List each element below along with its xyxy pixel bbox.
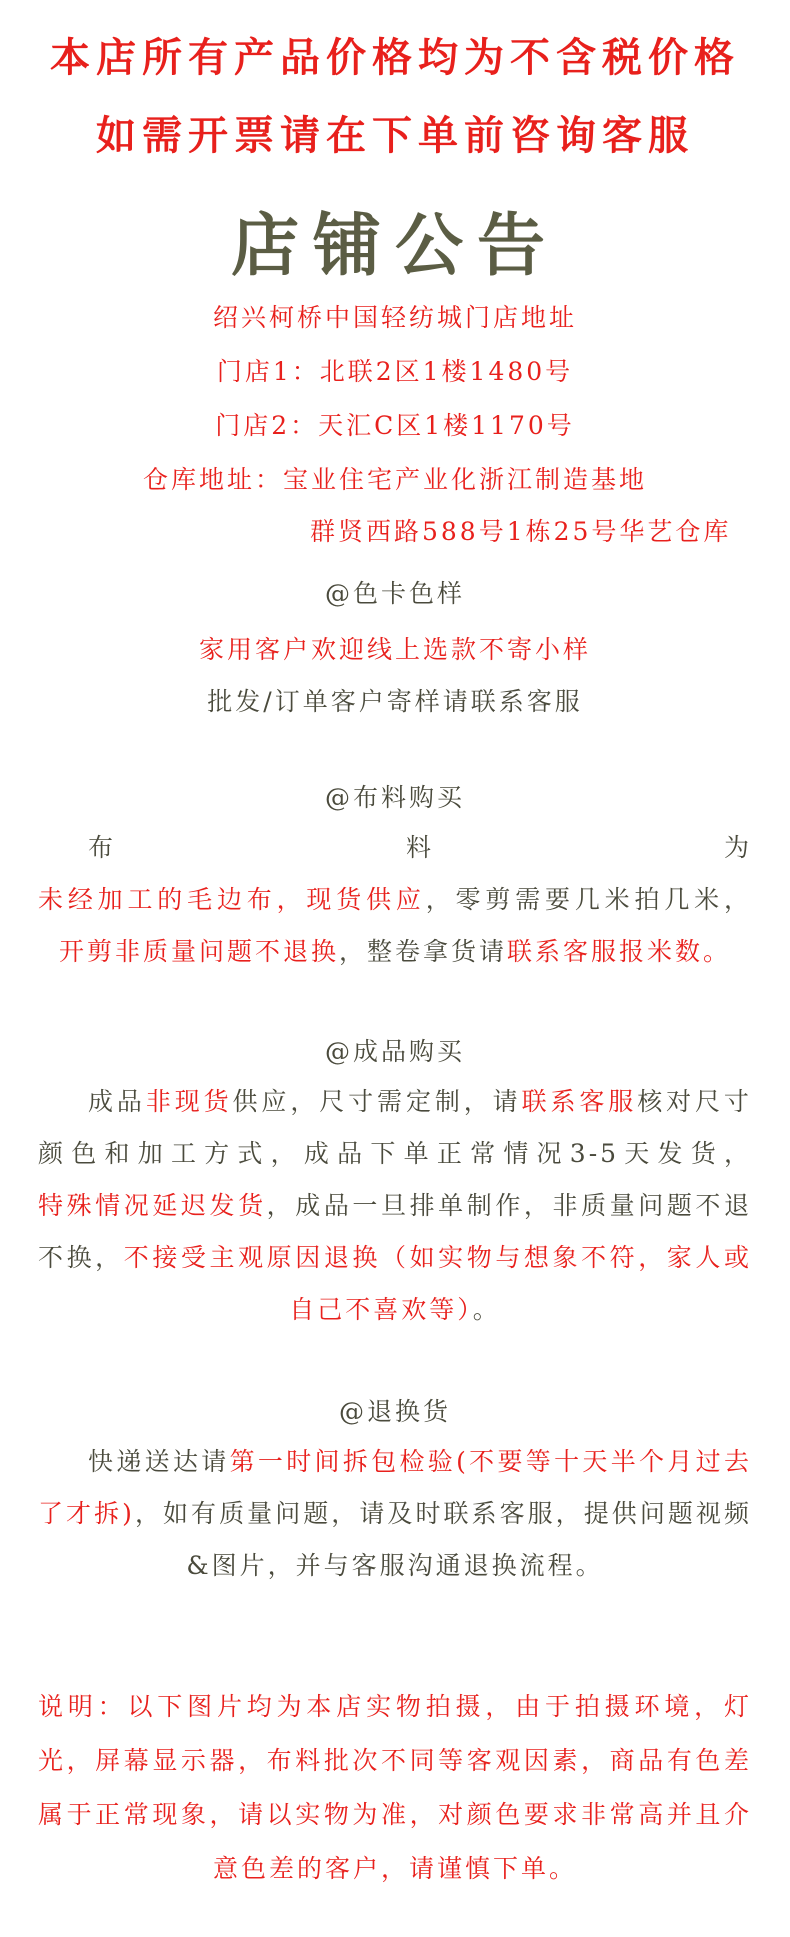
finished-text-6: 特殊情况延迟发货 [38,1191,267,1220]
warehouse-label: 仓库地址： [142,465,283,494]
warehouse-address [0,460,790,496]
fabric-text-5: ，整卷拿货请 [338,937,507,966]
sample-heading: @色卡色样 [324,579,465,608]
finished-text-4: 联系客服 [521,1087,638,1116]
finished-text-2: 非现货 [145,1087,233,1116]
warehouse-line-1: 宝业住宅产业化浙江制造基地 [283,465,648,494]
returns-paragraph [38,1436,752,1592]
finished-heading: @成品购买 [324,1037,465,1066]
store-1-address: 门店1：北联2区1楼1480号 [216,357,574,386]
warehouse-line-2: 群贤西路588号1栋25号华艺仓库 [310,517,732,546]
finished-text-1: 成品 [88,1087,146,1116]
sample-line-1: 家用客户欢迎线上选款不寄小样 [198,635,591,664]
fabric-text-3: ，零剪需要几米拍几米， [425,885,752,914]
returns-text-3: ，如有质量问题，请及时联系客服，提供问题视频&图片，并与客服沟通退换流程。 [134,1499,752,1580]
finished-paragraph [38,1076,752,1336]
returns-heading: @退换货 [338,1397,451,1426]
fabric-paragraph [38,822,752,978]
store-notice-title: 店铺公告 [230,206,559,286]
tax-notice-line-1: 本店所有产品价格均为不含税价格 [50,34,740,81]
finished-text-3: 供应，尺寸需定制，请 [232,1087,522,1116]
store-2-address: 门店2：天汇C区1楼1170号 [215,411,575,440]
finished-text-7: ，成品一旦排单制作，非质量问题不退不换， [38,1191,752,1272]
sample-line-2: 批发/订单客户寄样请联系客服 [207,687,583,716]
finished-text-9: 。 [472,1295,501,1324]
returns-text-2: 第一时间拆包检验(不要等十天半个月过去了才拆) [38,1447,752,1528]
finished-text-5: 核对尺寸颜色和加工方式，成品下单正常情况3-5天发货， [38,1087,752,1168]
tax-notice-line-2: 如需开票请在下单前咨询客服 [96,112,694,159]
fabric-text-1: 布料为 [88,833,752,862]
fabric-text-2: 未经加工的毛边布，现货供应 [38,885,426,914]
finished-text-8: 不接受主观原因退换（如实物与想象不符，家人或自己不喜欢等） [123,1243,752,1324]
address-title: 绍兴柯桥中国轻纺城门店地址 [212,303,577,332]
fabric-heading: @布料购买 [324,783,465,812]
returns-text-1: 快递送达请 [88,1447,230,1476]
disclaimer-paragraph: 说明：以下图片均为本店实物拍摄，由于拍摄环境，灯光，屏幕显示器，布料批次不同等客观因素，商品有色差属于正常现象，请以实物为准，对颜色要求非常高并且介意色差的客户，请谨慎下单。 [38,1692,752,1883]
fabric-text-4: 开剪非质量问题不退换 [58,937,339,966]
fabric-text-6: 联系客服报米数。 [507,937,732,966]
